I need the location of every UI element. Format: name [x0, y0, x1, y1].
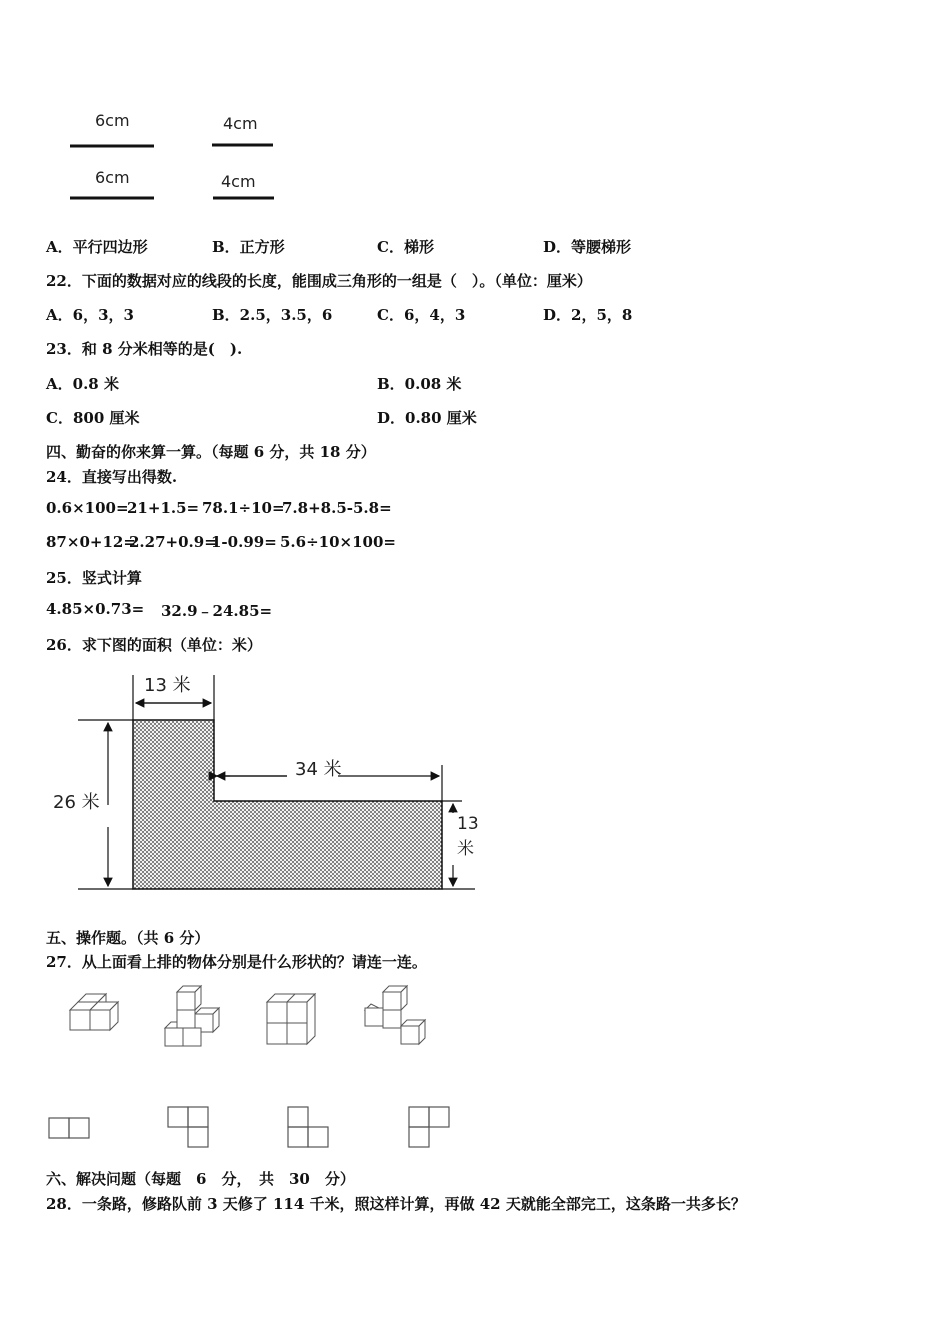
- q27-top-views: [40, 1100, 460, 1155]
- cube-object-4: [365, 986, 425, 1044]
- section-4-title: 四、勤奋的你来算一算。（每题 6 分，共 18 分）: [46, 443, 376, 461]
- q25-stem: 25．竖式计算: [46, 569, 142, 587]
- q23-option-a[interactable]: A．0.8 米: [46, 375, 119, 393]
- q22-option-b[interactable]: B．2.5，3.5，6: [212, 306, 333, 324]
- label-bottom-left: 6cm: [95, 168, 130, 187]
- dim-left-label: 26 米: [53, 792, 100, 813]
- q24-item: 87×0+12=: [46, 533, 136, 551]
- q22-stem: 22．下面的数据对应的线段的长度，能围成三角形的一组是（ ）。（单位：厘米）: [46, 272, 592, 290]
- q23-option-c[interactable]: C．800 厘米: [46, 409, 140, 427]
- top-view-2: [168, 1107, 208, 1147]
- q28-stem: 28．一条路，修路队前 3 天修了 114 千米，照这样计算，再做 42 天就能全部完工，这条路一共多长？: [46, 1195, 746, 1213]
- q22-option-c[interactable]: C．6，4，3: [377, 306, 466, 324]
- q21-option-c[interactable]: C．梯形: [377, 238, 434, 256]
- q24-item: 2.27+0.9=: [129, 533, 217, 551]
- q22-option-a[interactable]: A．6，3，3: [46, 306, 134, 324]
- dim-right-label-2: 米: [457, 839, 474, 859]
- q27-stem: 27．从上面看上排的物体分别是什么形状的？请连一连。: [46, 953, 427, 971]
- q27-cube-objects: [40, 980, 460, 1055]
- q23-option-d[interactable]: D．0.80 厘米: [377, 409, 477, 427]
- top-view-4: [409, 1107, 449, 1147]
- q23-stem: 23．和 8 分米相等的是( ).: [46, 340, 243, 358]
- q24-item: 7.8+8.5-5.8=: [282, 499, 392, 517]
- q26-area-figure: [40, 665, 490, 905]
- q24-item: 5.6÷10×100=: [280, 533, 396, 551]
- section-6-title: 六、解决问题（每题 6 分， 共 30 分）: [46, 1170, 355, 1188]
- label-bottom-right: 4cm: [221, 172, 256, 191]
- q21-option-a[interactable]: A．平行四边形: [46, 238, 148, 256]
- top-view-3: [288, 1107, 328, 1147]
- q24-item: 21+1.5=: [127, 499, 200, 517]
- label-top-right: 4cm: [223, 114, 258, 133]
- q21-segment-figure: [60, 105, 290, 210]
- q24-item: 0.6×100=: [46, 499, 129, 517]
- top-view-1: [49, 1118, 89, 1138]
- q26-stem: 26．求下图的面积（单位：米）: [46, 636, 262, 654]
- section-5-title: 五、操作题。（共 6 分）: [46, 929, 210, 947]
- q25-item: 4.85×0.73=: [46, 600, 145, 618]
- label-top-left: 6cm: [95, 111, 130, 130]
- q24-item: 78.1÷10=: [202, 499, 285, 517]
- q21-option-b[interactable]: B．正方形: [212, 238, 285, 256]
- q23-option-b[interactable]: B．0.08 米: [377, 375, 462, 393]
- q24-stem: 24．直接写出得数.: [46, 468, 178, 486]
- cube-object-2: [165, 986, 219, 1046]
- q22-option-d[interactable]: D．2，5，8: [543, 306, 633, 324]
- cube-object-3: [267, 994, 315, 1044]
- cube-object-1: [70, 994, 118, 1030]
- q21-option-d[interactable]: D．等腰梯形: [543, 238, 632, 256]
- dim-middle-label: 34 米: [295, 759, 342, 780]
- dim-right-label-1: 13: [457, 814, 479, 834]
- q25-item: 32.9﹣24.85=: [161, 602, 273, 620]
- dim-top-label: 13 米: [144, 675, 191, 696]
- q24-item: 1-0.99=: [211, 533, 277, 551]
